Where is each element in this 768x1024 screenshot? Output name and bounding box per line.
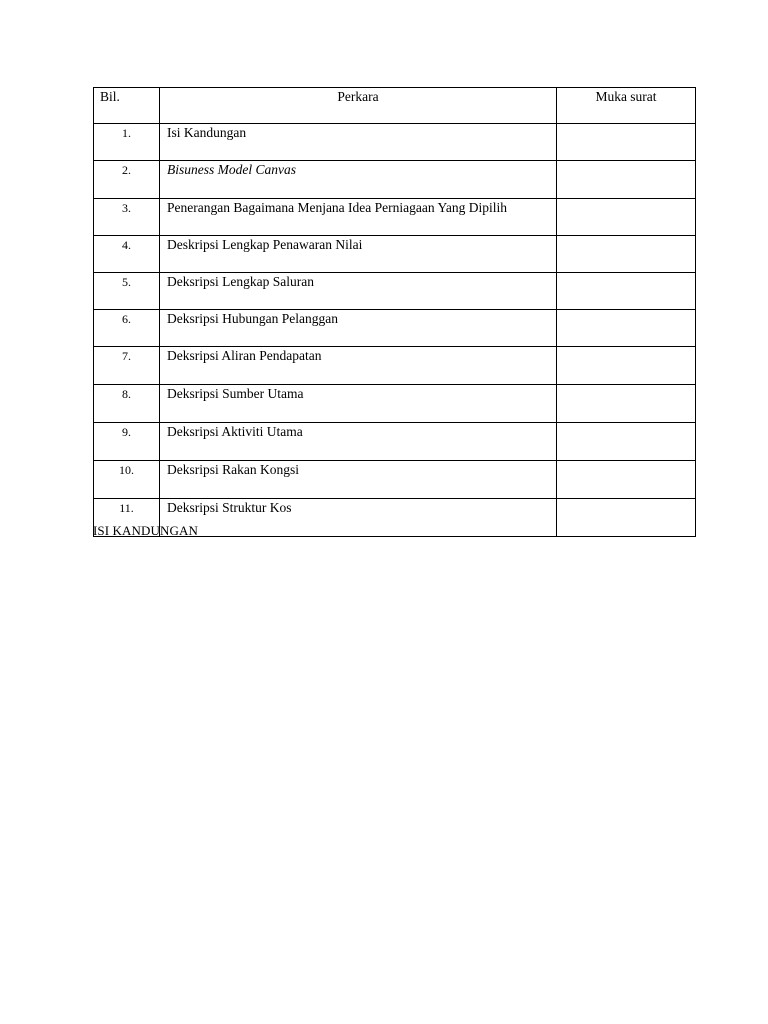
row-item: Deskripsi Lengkap Penawaran Nilai xyxy=(160,236,557,273)
row-page xyxy=(557,199,696,236)
table-row xyxy=(94,423,696,461)
table-row xyxy=(94,236,696,273)
table-row xyxy=(94,273,696,310)
row-page xyxy=(557,385,696,423)
row-item: Deksripsi Aliran Pendapatan xyxy=(160,347,557,385)
table-row xyxy=(94,347,696,385)
row-number: 4. xyxy=(94,236,160,273)
row-item: Deksripsi Aktiviti Utama xyxy=(160,423,557,461)
row-number: 1. xyxy=(94,124,160,161)
row-page xyxy=(557,423,696,461)
row-number: 11. xyxy=(94,499,160,537)
row-item: Isi Kandungan xyxy=(160,124,557,161)
page-caption: ISI KANDUNGAN xyxy=(93,523,198,538)
row-item: Deksripsi Sumber Utama xyxy=(160,385,557,423)
table-row xyxy=(94,310,696,347)
row-item: Deksripsi Rakan Kongsi xyxy=(160,461,557,499)
row-item: Deksripsi Lengkap Saluran xyxy=(160,273,557,310)
row-item: Deksripsi Struktur Kos xyxy=(160,499,557,537)
row-number: 5. xyxy=(94,273,160,310)
row-page xyxy=(557,124,696,161)
row-number: 2. xyxy=(94,161,160,199)
table-row xyxy=(94,199,696,236)
row-page xyxy=(557,161,696,199)
row-page xyxy=(557,236,696,273)
header-perkara: Perkara xyxy=(160,88,557,124)
row-number: 7. xyxy=(94,347,160,385)
row-item: Bisuness Model Canvas xyxy=(160,161,557,199)
row-page xyxy=(557,499,696,537)
row-item: Deksripsi Hubungan Pelanggan xyxy=(160,310,557,347)
row-number: 8. xyxy=(94,385,160,423)
row-item: Penerangan Bagaimana Menjana Idea Perniagaan Yang Dipilih xyxy=(160,199,557,236)
row-number: 9. xyxy=(94,423,160,461)
table-row xyxy=(94,385,696,423)
row-page xyxy=(557,310,696,347)
table-header-row xyxy=(94,88,696,124)
row-page xyxy=(557,273,696,310)
table-row xyxy=(94,124,696,161)
table-row xyxy=(94,461,696,499)
row-page xyxy=(557,461,696,499)
header-bil: Bil. xyxy=(94,88,160,124)
row-number: 10. xyxy=(94,461,160,499)
row-page xyxy=(557,347,696,385)
row-number: 6. xyxy=(94,310,160,347)
row-number: 3. xyxy=(94,199,160,236)
table-row xyxy=(94,161,696,199)
table-of-contents xyxy=(93,87,696,537)
header-muka-surat: Muka surat xyxy=(557,88,696,124)
